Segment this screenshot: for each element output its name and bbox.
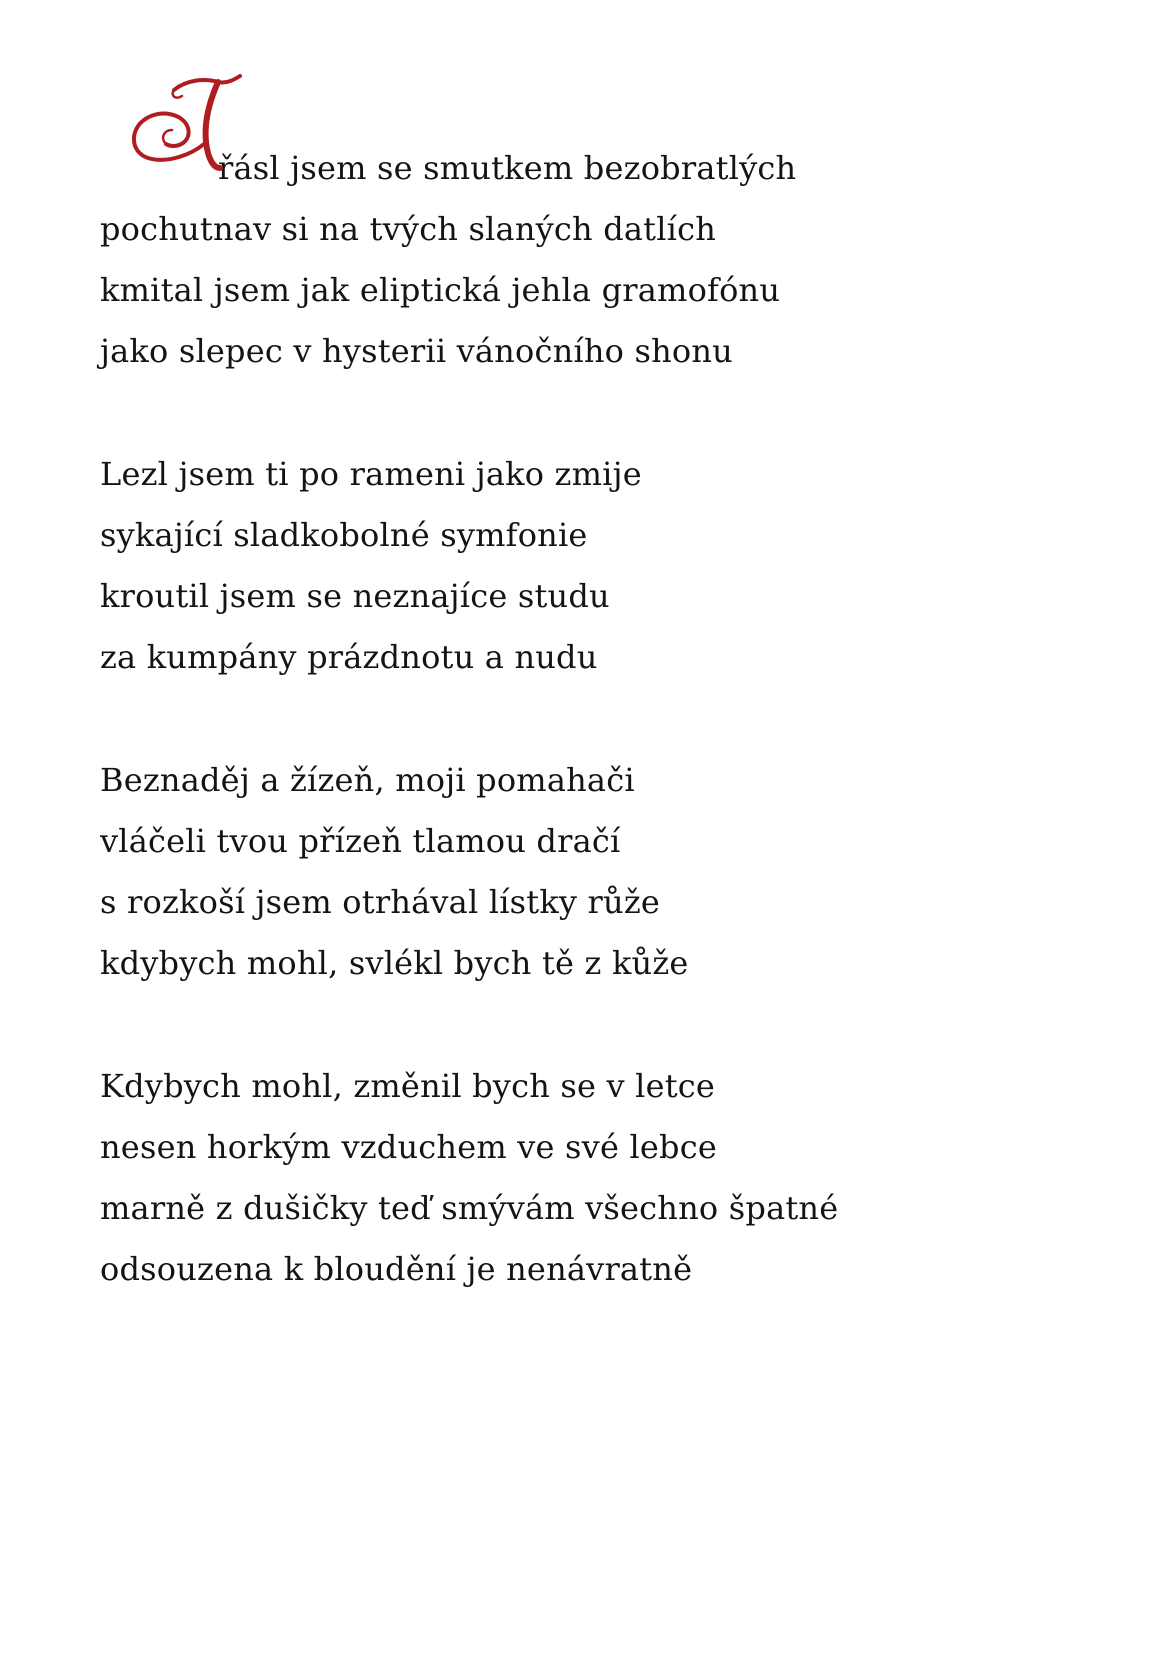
poem-line: kmital jsem jak eliptická jehla gramofónu (100, 271, 781, 309)
poem-line: Kdybych mohl, změnil bych se v letce (100, 1067, 716, 1105)
poem-line: kroutil jsem se neznajíce studu (100, 577, 610, 615)
stanza-1 (100, 138, 1060, 382)
poem-line: s rozkoší jsem otrhával lístky růže (100, 883, 661, 921)
poem-line-first (100, 138, 1060, 199)
poem-line: pochutnav si na tvých slaných datlích (100, 210, 717, 248)
poem-line-1-text: řásl jsem se smutkem bezobratlých (218, 149, 797, 187)
decorative-initial-t (122, 72, 242, 187)
poem-line: kdybych mohl, svlékl bych tě z kůže (100, 944, 689, 982)
poem-line: sykající sladkobolné symfonie (100, 516, 588, 554)
poem-line: vláčeli tvou přízeň tlamou dračí (100, 822, 621, 860)
poem-line: Lezl jsem ti po rameni jako zmije (100, 455, 642, 493)
poem-line: jako slepec v hysterii vánočního shonu (100, 332, 733, 370)
poem-line: odsouzena k bloudění je nenávratně (100, 1250, 693, 1288)
poem-line: nesen horkým vzduchem ve své lebce (100, 1128, 717, 1166)
poem-line: marně z dušičky teď smývám všechno špatné (100, 1189, 839, 1227)
poem-line: za kumpány prázdnotu a nudu (100, 638, 598, 676)
stanza-2 (100, 444, 1060, 688)
stanza-3 (100, 750, 1060, 994)
poem (100, 138, 1060, 1362)
poem-line: Beznaděj a žízeň, moji pomahači (100, 761, 635, 799)
stanza-4 (100, 1056, 1060, 1300)
